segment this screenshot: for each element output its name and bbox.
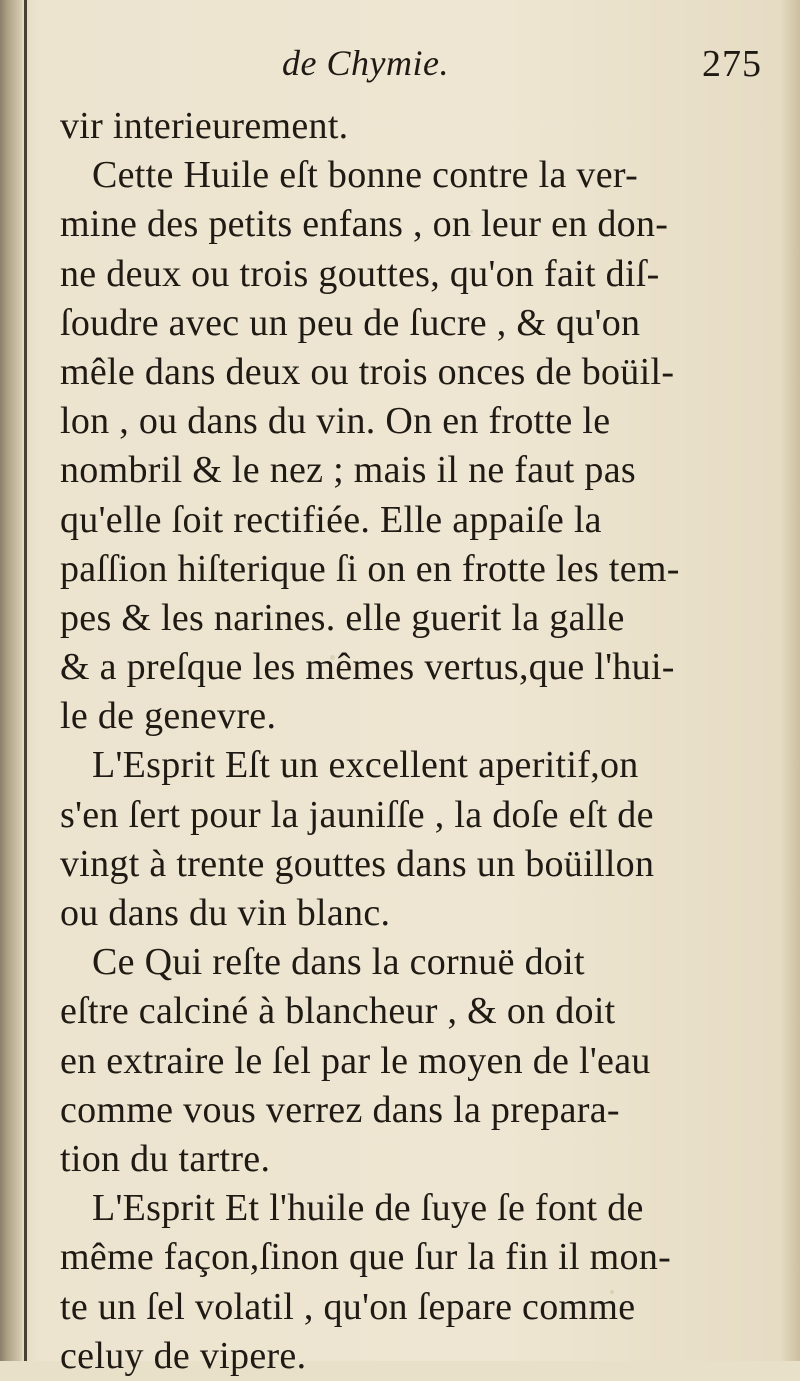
text-line: te un ſel volatil , qu'on ſepare comme: [60, 1285, 636, 1328]
text-line: nombril & le nez ; mais il ne faut pas: [60, 449, 636, 492]
text-line: vingt à trente gouttes dans un boüillon: [60, 842, 655, 885]
text-line: ne deux ou trois gouttes, qu'on fait diſ-: [60, 252, 660, 295]
text-line: le de genevre.: [60, 695, 277, 738]
text-line: Ce Qui reſte dans la cornuë doit: [92, 941, 585, 984]
text-line: même façon,ſinon que ſur la fin il mon-: [60, 1236, 672, 1279]
text-line: pes & les narines. elle guerit la galle: [60, 596, 625, 639]
text-line: comme vous verrez dans la prepara-: [60, 1088, 620, 1131]
text-line: Cette Huile eſt bonne contre la ver-: [92, 154, 639, 197]
text-line: & a preſque les mêmes vertus,que l'hui-: [60, 646, 675, 689]
text-line: ſoudre avec un peu de ſucre , & qu'on: [60, 301, 641, 344]
running-title: de Chymie.: [282, 43, 449, 83]
page-number: 275: [702, 43, 762, 85]
paper-speck: [330, 655, 335, 660]
text-line: paſſion hiſterique ſi on en frotte les tem-: [60, 547, 680, 590]
binding-edge: [24, 0, 27, 1361]
text-line: L'Esprit Eſt un excellent aperitif,on: [92, 744, 639, 787]
text-line: s'en ſert pour la jauniſſe , la doſe eſt de: [60, 793, 654, 836]
text-line: en extraire le ſel par le moyen de l'eau: [60, 1039, 651, 1082]
body-text: [60, 102, 720, 1381]
text-line: tion du tartre.: [60, 1137, 271, 1180]
text-line: ou dans du vin blanc.: [60, 892, 391, 934]
paper-speck: [470, 230, 473, 233]
text-line: lon , ou dans du vin. On en frotte le: [60, 400, 611, 443]
text-line: mêle dans deux ou trois onces de boüil-: [60, 350, 675, 393]
paper-speck: [610, 1290, 614, 1294]
running-head: [62, 42, 762, 92]
text-line: L'Esprit Et l'huile de ſuye ſe font de: [92, 1187, 644, 1230]
binding-gutter: [0, 0, 22, 1361]
text-line: mine des petits enfans , on leur en don-: [60, 203, 669, 246]
text-line: celuy de vipere.: [60, 1334, 307, 1377]
text-line: qu'elle ſoit rectifiée. Elle appaiſe la: [60, 498, 602, 541]
text-line: vir interieurement.: [60, 105, 349, 147]
text-line: eſtre calciné à blancheur , & on doit: [60, 990, 616, 1033]
